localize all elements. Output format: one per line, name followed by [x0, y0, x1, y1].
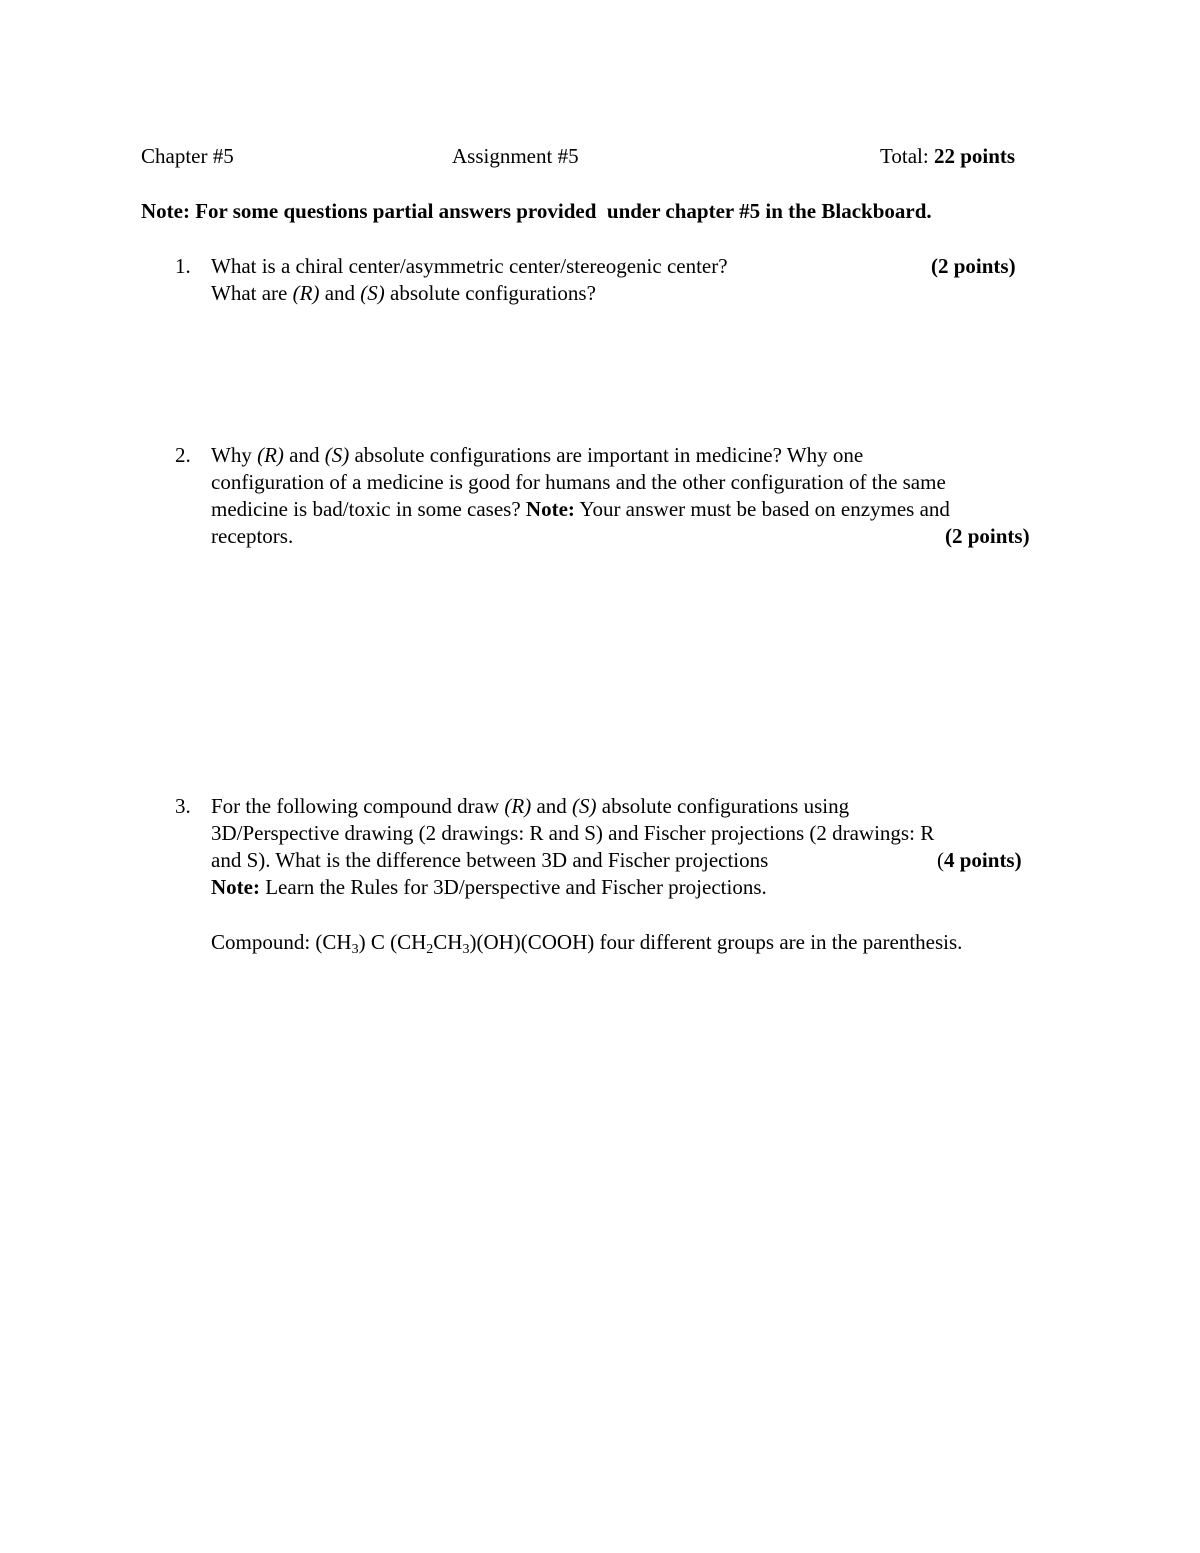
compound-formula: Compound: $(CH_3)$ C $(CH_2CH_3)(OH)(COOH)$ four different groups are in the parenthesis.	[211, 930, 963, 957]
question-number: 1.	[175, 254, 191, 278]
question-text: Why (R) and (S) absolute configurations are important in medicine? Why one	[211, 443, 864, 467]
question-text: What is a chiral center/asymmetric center/stereogenic center?	[211, 254, 728, 278]
question-points: (4 points)	[937, 848, 1022, 872]
question-text: medicine is bad/toxic in some cases? Note: Your answer must be based on enzymes and	[211, 497, 950, 521]
question-text: receptors.	[211, 524, 294, 548]
question-points: (2 points)	[945, 524, 1030, 548]
question-text: configuration of a medicine is good for humans and the other configuration of the same	[211, 470, 946, 494]
question-text: What are (R) and (S) absolute configurations?	[211, 281, 596, 305]
question-number: 2.	[175, 443, 191, 467]
total-points	[880, 143, 1015, 170]
question-text: Note: Learn the Rules for 3D/perspective and Fischer projections.	[211, 875, 767, 899]
assignment-label: Assignment #5	[452, 144, 579, 168]
chapter-label: Chapter #5	[141, 144, 234, 168]
blackboard-note: Note: For some questions partial answers provided under chapter #5 in the Blackboard.	[141, 199, 932, 223]
question-points: (2 points)	[931, 254, 1016, 278]
total-value: 22 points	[933, 144, 1016, 168]
question-text: For the following compound draw (R) and (S) absolute configurations using	[211, 794, 850, 818]
total-label: Total:	[880, 144, 929, 168]
question-text: 3D/Perspective drawing (2 drawings: R and S) and Fischer projections (2 drawings: R	[211, 821, 935, 845]
question-number: 3.	[175, 794, 191, 818]
question-text: and S). What is the difference between 3D and Fischer projections	[211, 848, 769, 872]
